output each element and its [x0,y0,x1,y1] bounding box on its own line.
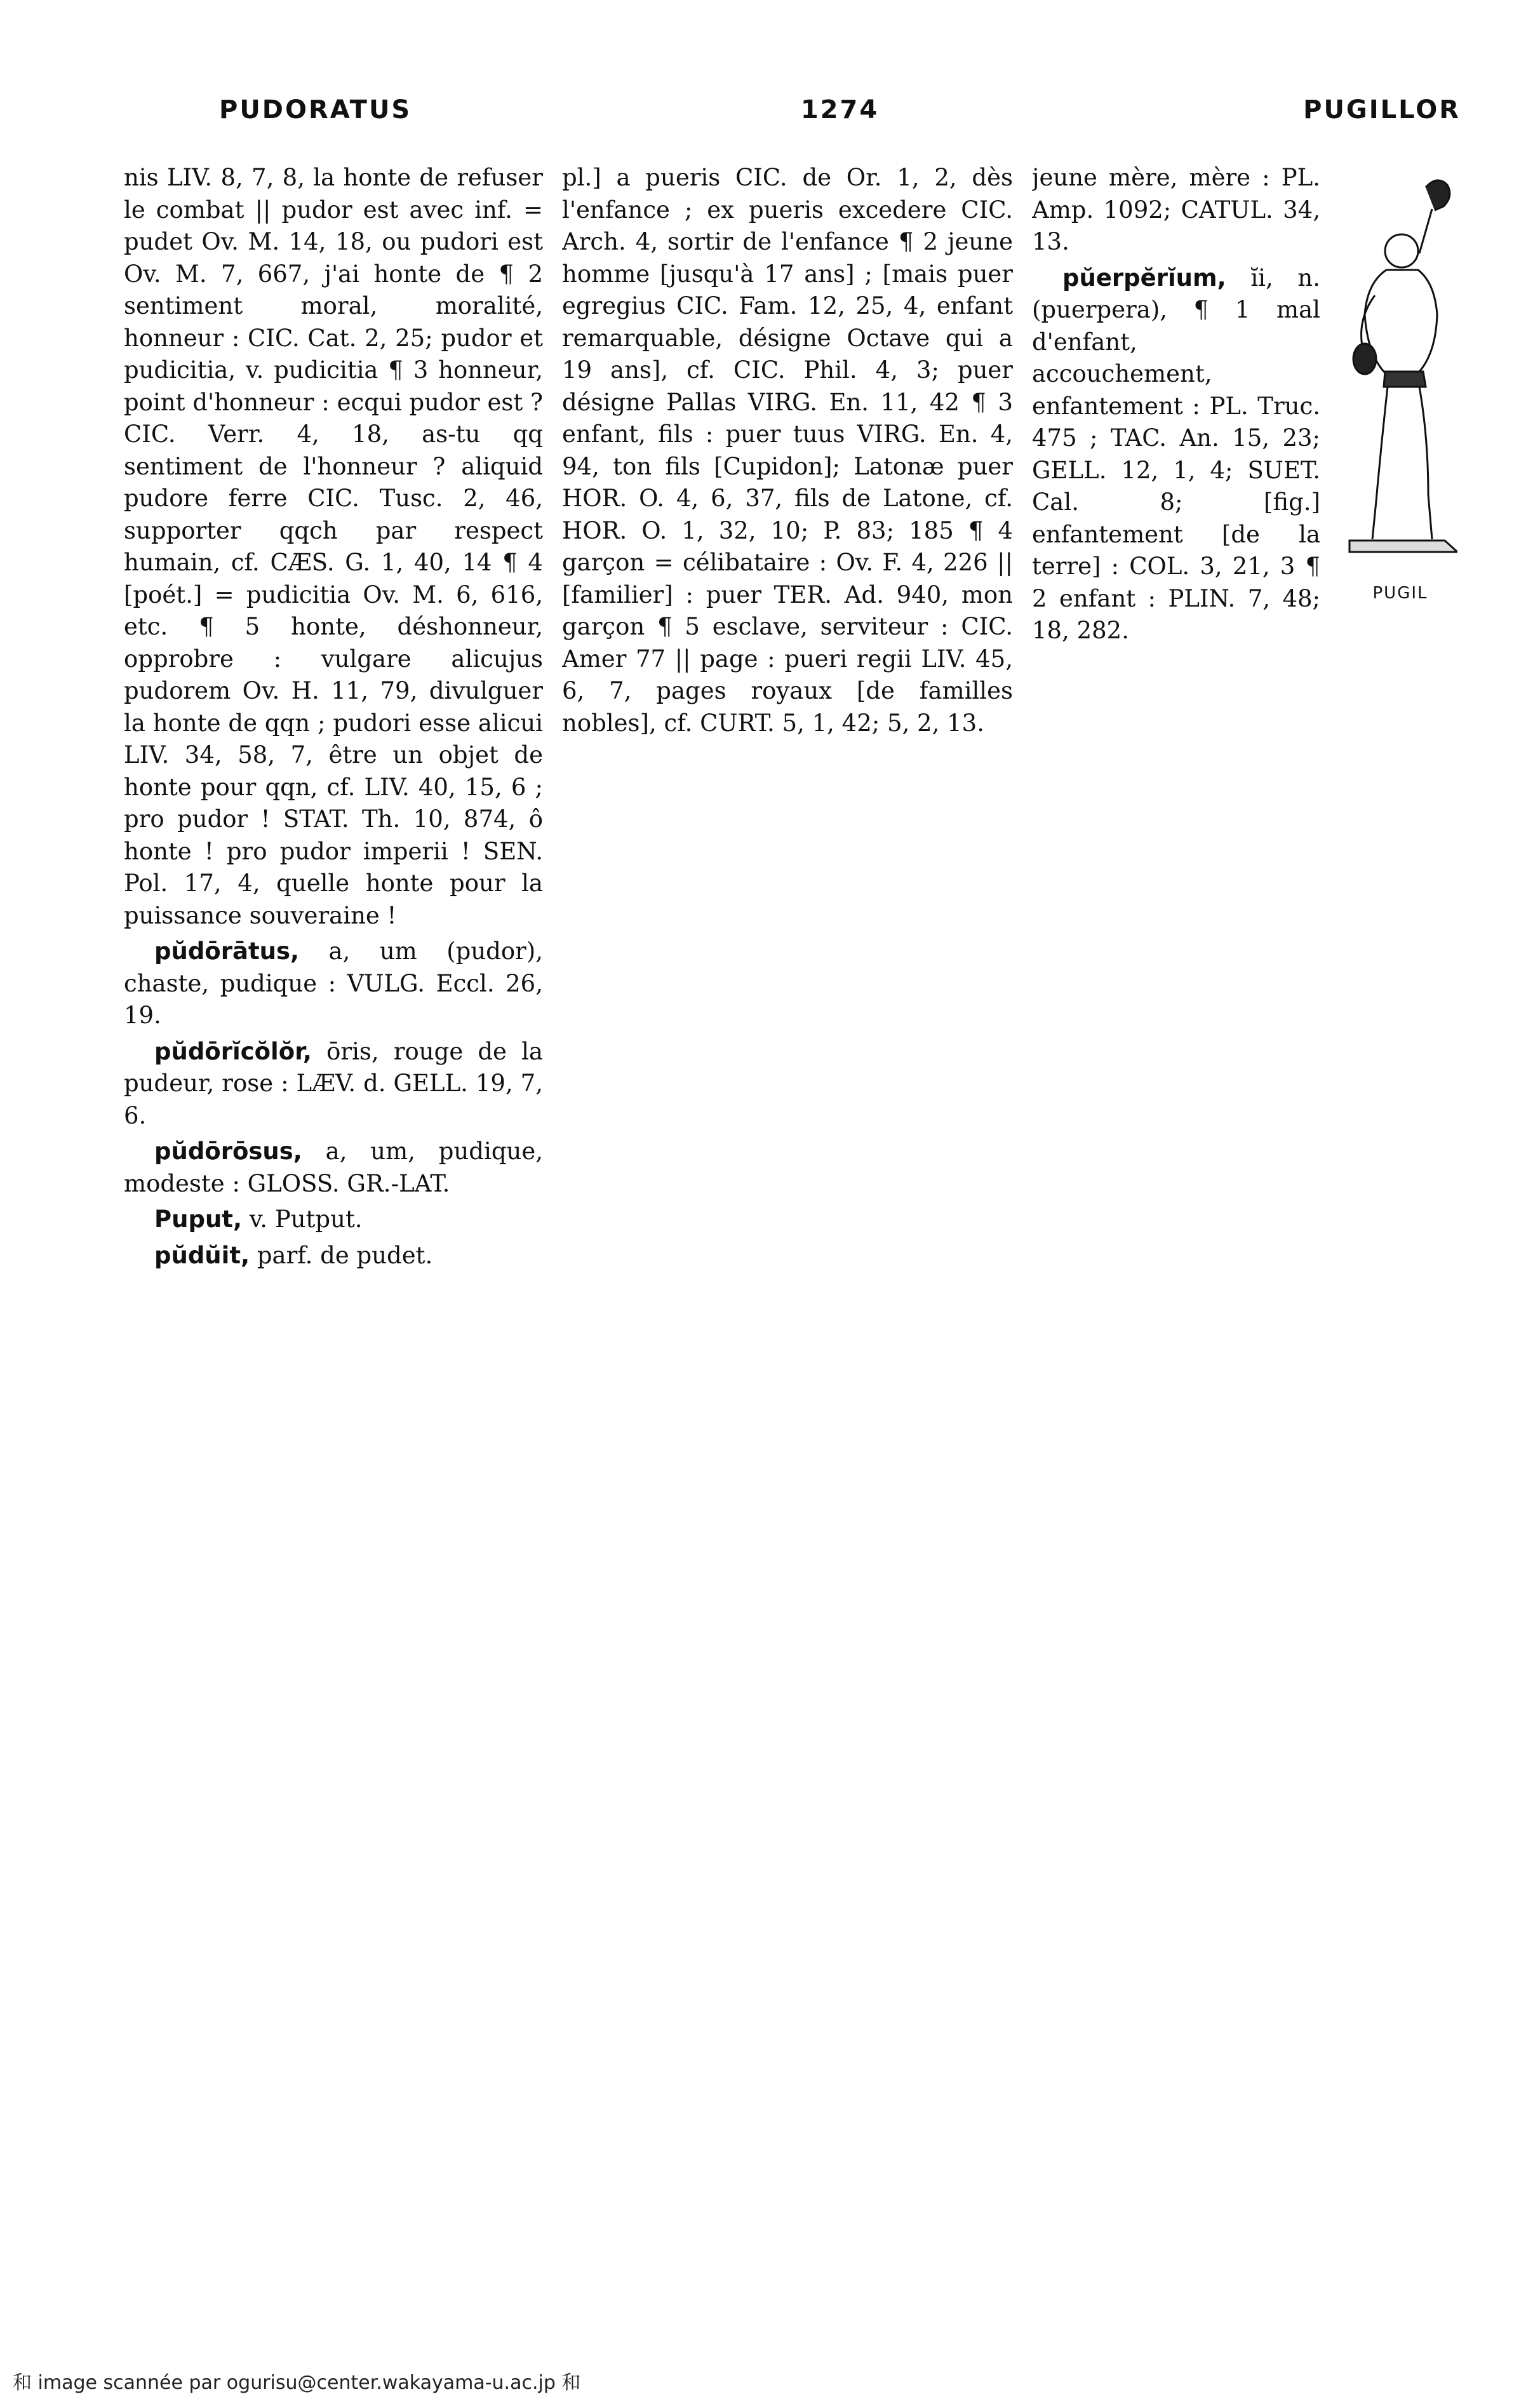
entry-definition: ĭi, n. (puerpera), ¶ 1 mal d'enfant, accouchement, enfantement : PL. Truc. 475 ; TAC. An. 15, 23; GELL. 12, 1, 4; SUET. Cal. 8; [fig.] enfantement [de la terre] : COL. 3, 21, 3 ¶ 2 enfant : PLIN. 7, 48; 18, 282. [1032,264,1320,644]
entry-headword: Puput, [154,1206,243,1233]
dictionary-entry [124,1204,543,1236]
entry-definition: a, um (pudor), chaste, pudique : VULG. Eccl. 26, 19. [124,938,543,1029]
dictionary-entry [124,1136,543,1200]
figure-caption: PUGIL [1372,584,1428,603]
dictionary-entry [124,936,543,1032]
entry-headword: pŭdōrōsus, [154,1138,302,1165]
pugil-illustration [1330,162,1457,619]
running-header [219,95,1461,140]
dictionary-entry [124,162,543,932]
scan-credit: 和 image scannée par ogurisu@center.wakayama-u.ac.jp 和 [13,2372,581,2394]
column-2 [562,162,1013,2258]
entry-definition: v. Putput. [249,1206,363,1233]
entry-definition: ōris, rouge de la pudeur, rose : LÆV. d. GELL. 19, 7, 6. [124,1037,543,1129]
column-3 [1032,162,1457,2258]
entry-definition: a, um, pudique, modeste : GLOSS. GR.-LAT. [124,1138,543,1197]
entry-headword: pŭerpĕrĭum, [1062,264,1226,292]
header-first-headword: PUDORATUS [219,95,412,124]
boxer-figure-icon [1330,162,1457,568]
entry-definition: jeune mère, mère : PL. Amp. 1092; CATUL. 34, 13. [1032,164,1320,255]
entry-definition: nis LIV. 8, 7, 8, la honte de refuser le combat || pudor est avec inf. = pudet Ov. M. 14, 18, ou pudori est Ov. M. 7, 667, j'ai honte de ¶ 2 sentiment moral, moralité, honneur : CIC. Cat. 2, 25; pudor et pudicitia, v. pudicitia ¶ 3 honneur, point d'honneur : ecqui pudor est ? CIC. Verr. 4, 18, as-tu qq sentiment de l'honneur ? aliquid pudore ferre CIC. Tusc. 2, 46, supporter qqch par respect humain, cf. CÆS. G. 1, 40, 14 ¶ 4 [poét.] = pudicitia Ov. M. 6, 616, etc. ¶ 5 honte, déshonneur, opprobre : vulgare alicujus pudorem Ov. H. 11, 79, divulguer la honte de qqn ; pudori esse alicui LIV. 34, 58, 7, être un objet de honte pour qqn, cf. LIV. 40, 15, 6 ; pro pudor ! STAT. Th. 10, 874, ô honte ! pro pudor imperii ! SEN. Pol. 17, 4, quelle honte pour la puissance souveraine ! [124,164,543,929]
entry-headword: pŭdŭit, [154,1241,250,1269]
column-1 [124,162,543,2258]
entry-headword: pŭdōrātus, [154,938,300,965]
page-number: 1274 [800,95,880,124]
dictionary-entry [124,1240,543,1272]
dictionary-entry [562,162,1013,739]
entry-definition: parf. de pudet. [257,1241,433,1269]
entry-definition: pl.] a pueris CIC. de Or. 1, 2, dès l'enfance ; ex pueris excedere CIC. Arch. 4, sortir de l'enfance ¶ 2 jeune homme [jusqu'à 17 ans] ; [mais puer egregius CIC. Fam. 12, 25, 4, enfant remarquable, désigne Octave qui a 19 ans], cf. CIC. Phil. 4, 3; puer désigne Pallas VIRG. En. 11, 42 ¶ 3 enfant, fils : puer tuus VIRG. En. 4, 94, ton fils [Cupidon]; Latonæ puer HOR. O. 4, 6, 37, fils de Latone, cf. HOR. O. 1, 32, 10; P. 83; 185 ¶ 4 garçon = célibataire : Ov. F. 4, 226 || [familier] : puer TER. Ad. 940, mon garçon ¶ 5 esclave, serviteur : CIC. Amer 77 || page : pueri regii LIV. 45, 6, 7, pages royaux [de familles nobles], cf. CURT. 5, 1, 42; 5, 2, 13. [562,164,1013,737]
header-last-headword: PUGILLOR [1303,95,1461,124]
dictionary-entry [124,1036,543,1132]
entry-headword: pŭdōrĭcŏlŏr, [154,1037,312,1065]
